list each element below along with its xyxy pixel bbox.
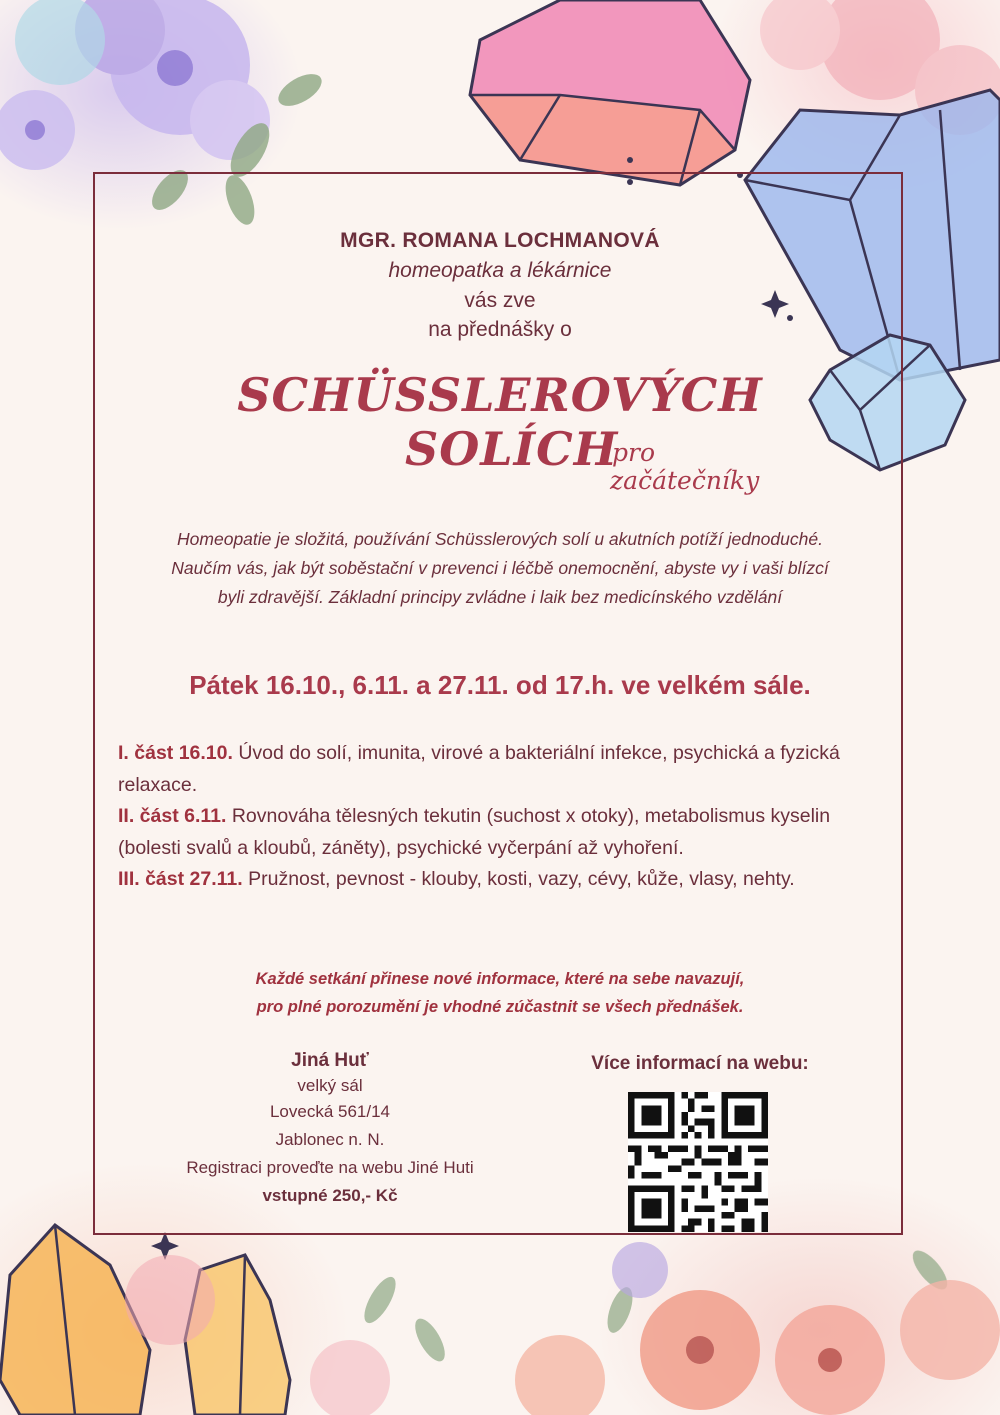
program-part-2 [118,801,888,864]
title-line-2: SOLÍCH [405,422,619,476]
venue-city: Jablonec n. N. [275,1130,385,1149]
topic-intro: na přednášky o [428,318,572,341]
pink-crystal [470,0,750,185]
attendance-note [0,965,1000,1021]
venue-room: velký sál [297,1076,363,1095]
invite-text: vás zve [464,289,536,312]
venue-street: Lovecká 561/14 [269,1102,391,1121]
part-label: III. část 27.11. [118,868,243,890]
venue-price: vstupné 250,- Kč [262,1186,398,1205]
part-text: Úvod do solí, imunita, virové a bakteriální infekce, psychická a fyzická relaxace. [118,742,840,796]
title-line-1: SCHÜSSLEROVÝCH [237,368,763,422]
intro-paragraph: Homeopatie je složitá, používání Schüsslerových solí u akutních potíží jednoduché. Naučím vás, jak být soběstační v prevenci i léčbě onemocnění, abyste vy i vaši blízcí byli zdravější. Základní principy zvládne i laik bez medicínského vzdělání [171,529,829,607]
venue-name: Jiná Huť [291,1050,369,1071]
venue-registration: Registraci proveďte na webu Jiné Huti [186,1158,474,1177]
qr-code[interactable] [628,1092,768,1232]
note-line-2: pro plné porozumění je vhodné zúčastnit se všech přednášek. [256,998,744,1016]
presenter-role: homeopatka a lékárnice [388,259,612,282]
program-part-3 [118,864,888,896]
program-part-1 [118,738,888,801]
subtitle-pro: pro [612,438,656,467]
part-text: Pružnost, pevnost - klouby, kosti, vazy, cévy, kůže, vlasy, nehty. [242,868,795,890]
flower-top-left [0,0,270,170]
part-label: I. část 16.10. [118,742,233,764]
web-info-label: Více informací na webu: [591,1053,809,1074]
part-text: Rovnováha tělesných tekutin (suchost x otoky), metabolismus kyselin (bolesti svalů a kloubů, záněty), psychické vyčerpání až vyhoření. [118,805,831,859]
part-label: II. část 6.11. [118,805,227,827]
subtitle-beginners: začátečníky [610,466,760,495]
venue-block [130,1048,530,1210]
presenter-name: MGR. ROMANA LOCHMANOVÁ [340,229,660,252]
note-line-1: Každé setkání přinese nové informace, které na sebe navazují, [255,970,745,988]
program-list [118,738,888,896]
event-dates: Pátek 16.10., 6.11. a 27.11. od 17.h. ve velkém sále. [189,670,811,700]
